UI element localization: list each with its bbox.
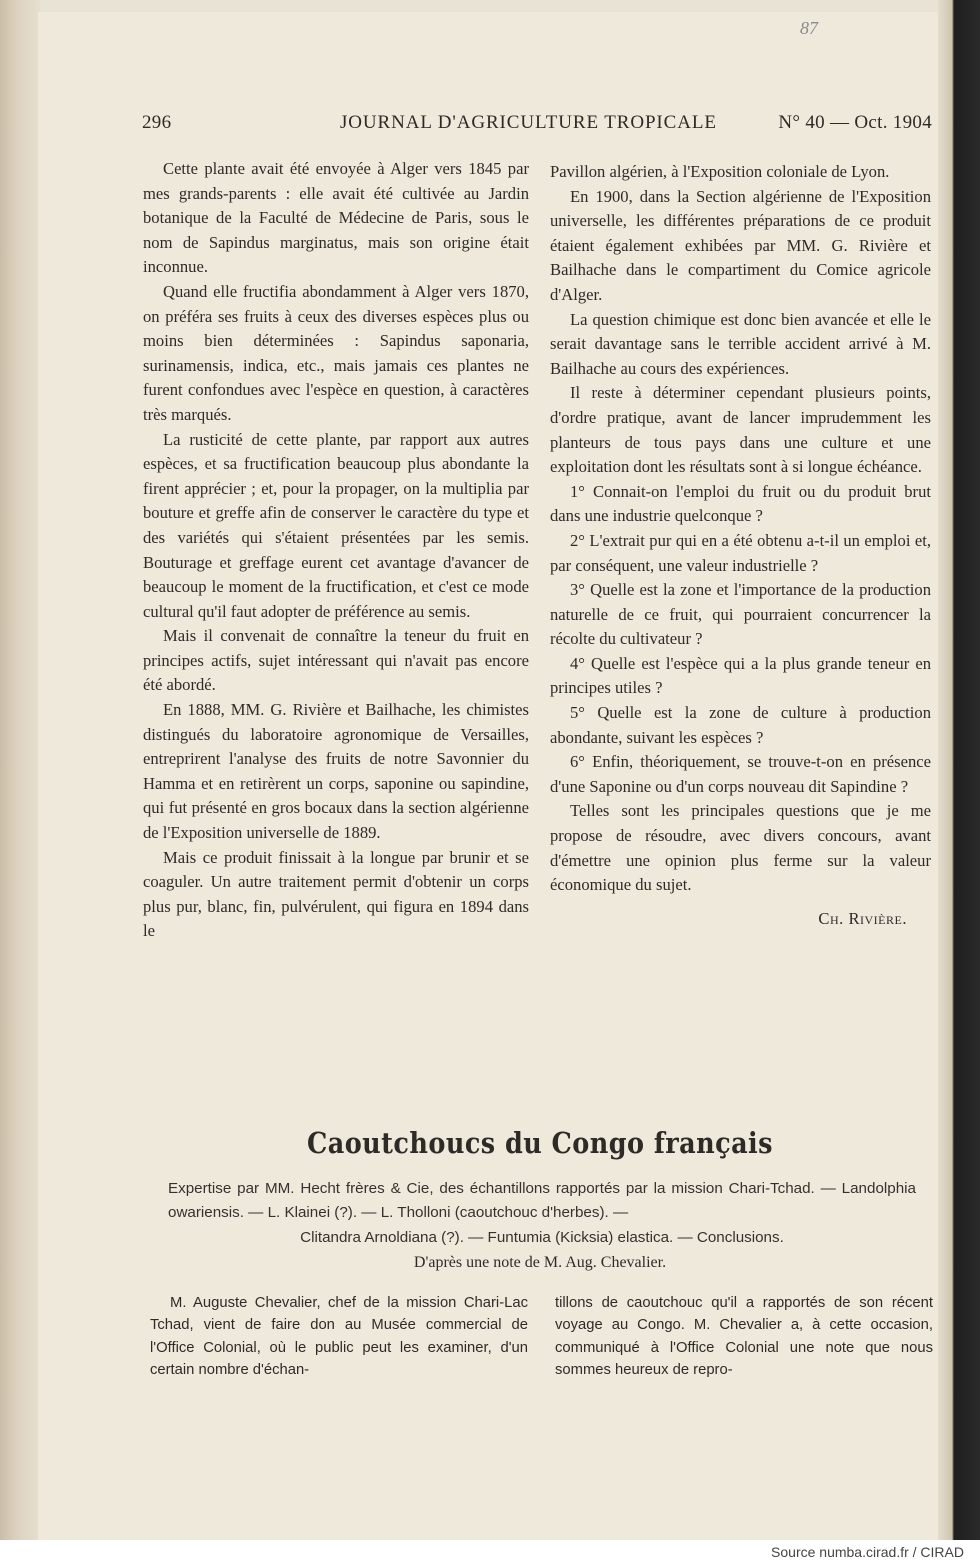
paragraph: 6° Enfin, théoriquement, se trouve-t-on en présence d'une Saponine ou d'un corps nouveau dit Sapindine ?	[550, 752, 931, 796]
paragraph: tillons de caoutchouc qu'il a rapportés de son récent voyage au Congo. M. Chevalier a, à cette occasion, communiqué à l'Office Colonial une note que nous sommes heureux de repro-	[555, 1295, 933, 1379]
paragraph: En 1888, MM. G. Rivière et Bailhache, les chimistes distingués du laboratoire agronomique de Versailles, entreprirent l'analyse des fruits de notre Savonnier du Hamma et en retirèrent un corps, saponine ou sapindine, qui fut présenté en gros bocaux dans la section algérienne de l'Exposition universelle de 1889.	[143, 700, 529, 843]
author-signature: Ch. Rivière.	[818, 908, 907, 928]
paragraph: Telles sont les principales questions que je me propose de résoudre, avec divers concours, avant d'émettre une opinion plus ferme sur la valeur économique du sujet.	[550, 801, 931, 895]
corner-annotation: 87	[800, 18, 818, 38]
article1-column-right	[550, 160, 931, 931]
paragraph: En 1900, dans la Section algérienne de l'Exposition universelle, les différentes préparations de ce produit étaient également exhibées par MM. G. Rivière et Bailhache dans le compartiment du Comice agricole d'Alger.	[550, 186, 931, 304]
paragraph: 5° Quelle est la zone de culture à production abondante, suivant les espèces ?	[550, 703, 931, 747]
article-summary	[168, 1177, 916, 1250]
book-edge-right	[938, 0, 980, 1540]
article1-column-left	[143, 157, 529, 944]
paragraph: 2° L'extrait pur qui en a été obtenu a-t-il un emploi et, par conséquent, une valeur industrielle ?	[550, 530, 931, 575]
paragraph: Il reste à déterminer cependant plusieurs points, d'ordre pratique, avant de lancer imprudemment les planteurs de tous pays dans une culture et une exploitation dont les résultats sont à si longue échéance.	[550, 383, 931, 477]
article-byline: D'après une note de M. Aug. Chevalier.	[413, 1254, 667, 1271]
article2-column-right	[555, 1292, 933, 1382]
source-credit: Source numba.cirad.fr / CIRAD	[771, 1544, 964, 1560]
paragraph: 3° Quelle est la zone et l'importance de la production naturelle de ce fruit, qui pourraient concurrencer la récolte du cultivateur ?	[550, 580, 931, 649]
paragraph: 4° Quelle est l'espèce qui a la plus grande teneur en principes utiles ?	[550, 653, 931, 698]
summary-line: Clitandra Arnoldiana (?). — Funtumia (Kicksia) elastica. — Conclusions.	[300, 1228, 784, 1246]
paragraph: La question chimique est donc bien avancée et elle le serait davantage sans le terrible accident arrivé à M. Bailhache au cours des expériences.	[550, 309, 931, 378]
paragraph: Pavillon algérien, à l'Exposition coloniale de Lyon.	[550, 162, 890, 181]
article2-column-left	[150, 1292, 528, 1382]
paragraph: 1° Connait-on l'emploi du fruit ou du produit brut dans une industrie quelconque ?	[550, 481, 931, 526]
running-header	[142, 112, 932, 140]
summary-line: Expertise par MM. Hecht frères & Cie, des échantillons rapportés par la mission Chari-Tchad. — Landolphia owariensis. — L. Klainei (?). — L. Tholloni (caoutchouc d'herbes). —	[168, 1180, 916, 1222]
journal-title: JOURNAL D'AGRICULTURE TROPICALE	[340, 112, 717, 133]
article-title: Caoutchoucs du Congo français	[306, 1126, 774, 1160]
page-number: 296	[142, 112, 172, 133]
paragraph: La rusticité de cette plante, par rapport aux autres espèces, et sa fructification beaucoup plus abondante la firent apprécier ; et, pour la propager, on la multiplia par bouture et greffe afin de conserver le caractère du type et des variétés qui s'étaient présentées par les semis. Bouturage et greffage eurent cet avantage d'avancer de beaucoup le moment de la fructification, et c'est ce mode cultural qu'il faut adopter de préférence au semis.	[143, 429, 529, 621]
book-edge-left	[0, 0, 40, 1540]
paragraph: Mais il convenait de connaître la teneur du fruit en principes actifs, sujet intéressant qui n'avait pas encore été abordé.	[143, 626, 529, 695]
paragraph: M. Auguste Chevalier, chef de la mission Chari-Lac Tchad, vient de faire don au Musée commercial de l'Office Colonial, où le public peut les examiner, d'un certain nombre d'échan-	[150, 1295, 528, 1379]
paragraph: Quand elle fructifia abondamment à Alger vers 1870, on préféra ses fruits à ceux des diverses espèces plus ou moins bien déterminées : Sapindus saponaria, surinamensis, indica, etc., mais jamais ces plantes ne furent confondues avec l'espèce en question, à caractères très marqués.	[143, 281, 529, 424]
paragraph: Mais ce produit finissait à la longue par brunir et se coaguler. Un autre traitement permit d'obtenir un corps plus pur, blanc, fin, pulvérulent, qui figura en 1894 dans le	[143, 847, 529, 941]
issue-info: N° 40 — Oct. 1904	[778, 112, 932, 133]
paragraph: Cette plante avait été envoyée à Alger vers 1845 par mes grands-parents : elle avait été cultivée au Jardin botanique de la Faculté de Médecine de Paris, sous le nom de Sapindus marginatus, mais son origine était inconnue.	[143, 159, 529, 277]
